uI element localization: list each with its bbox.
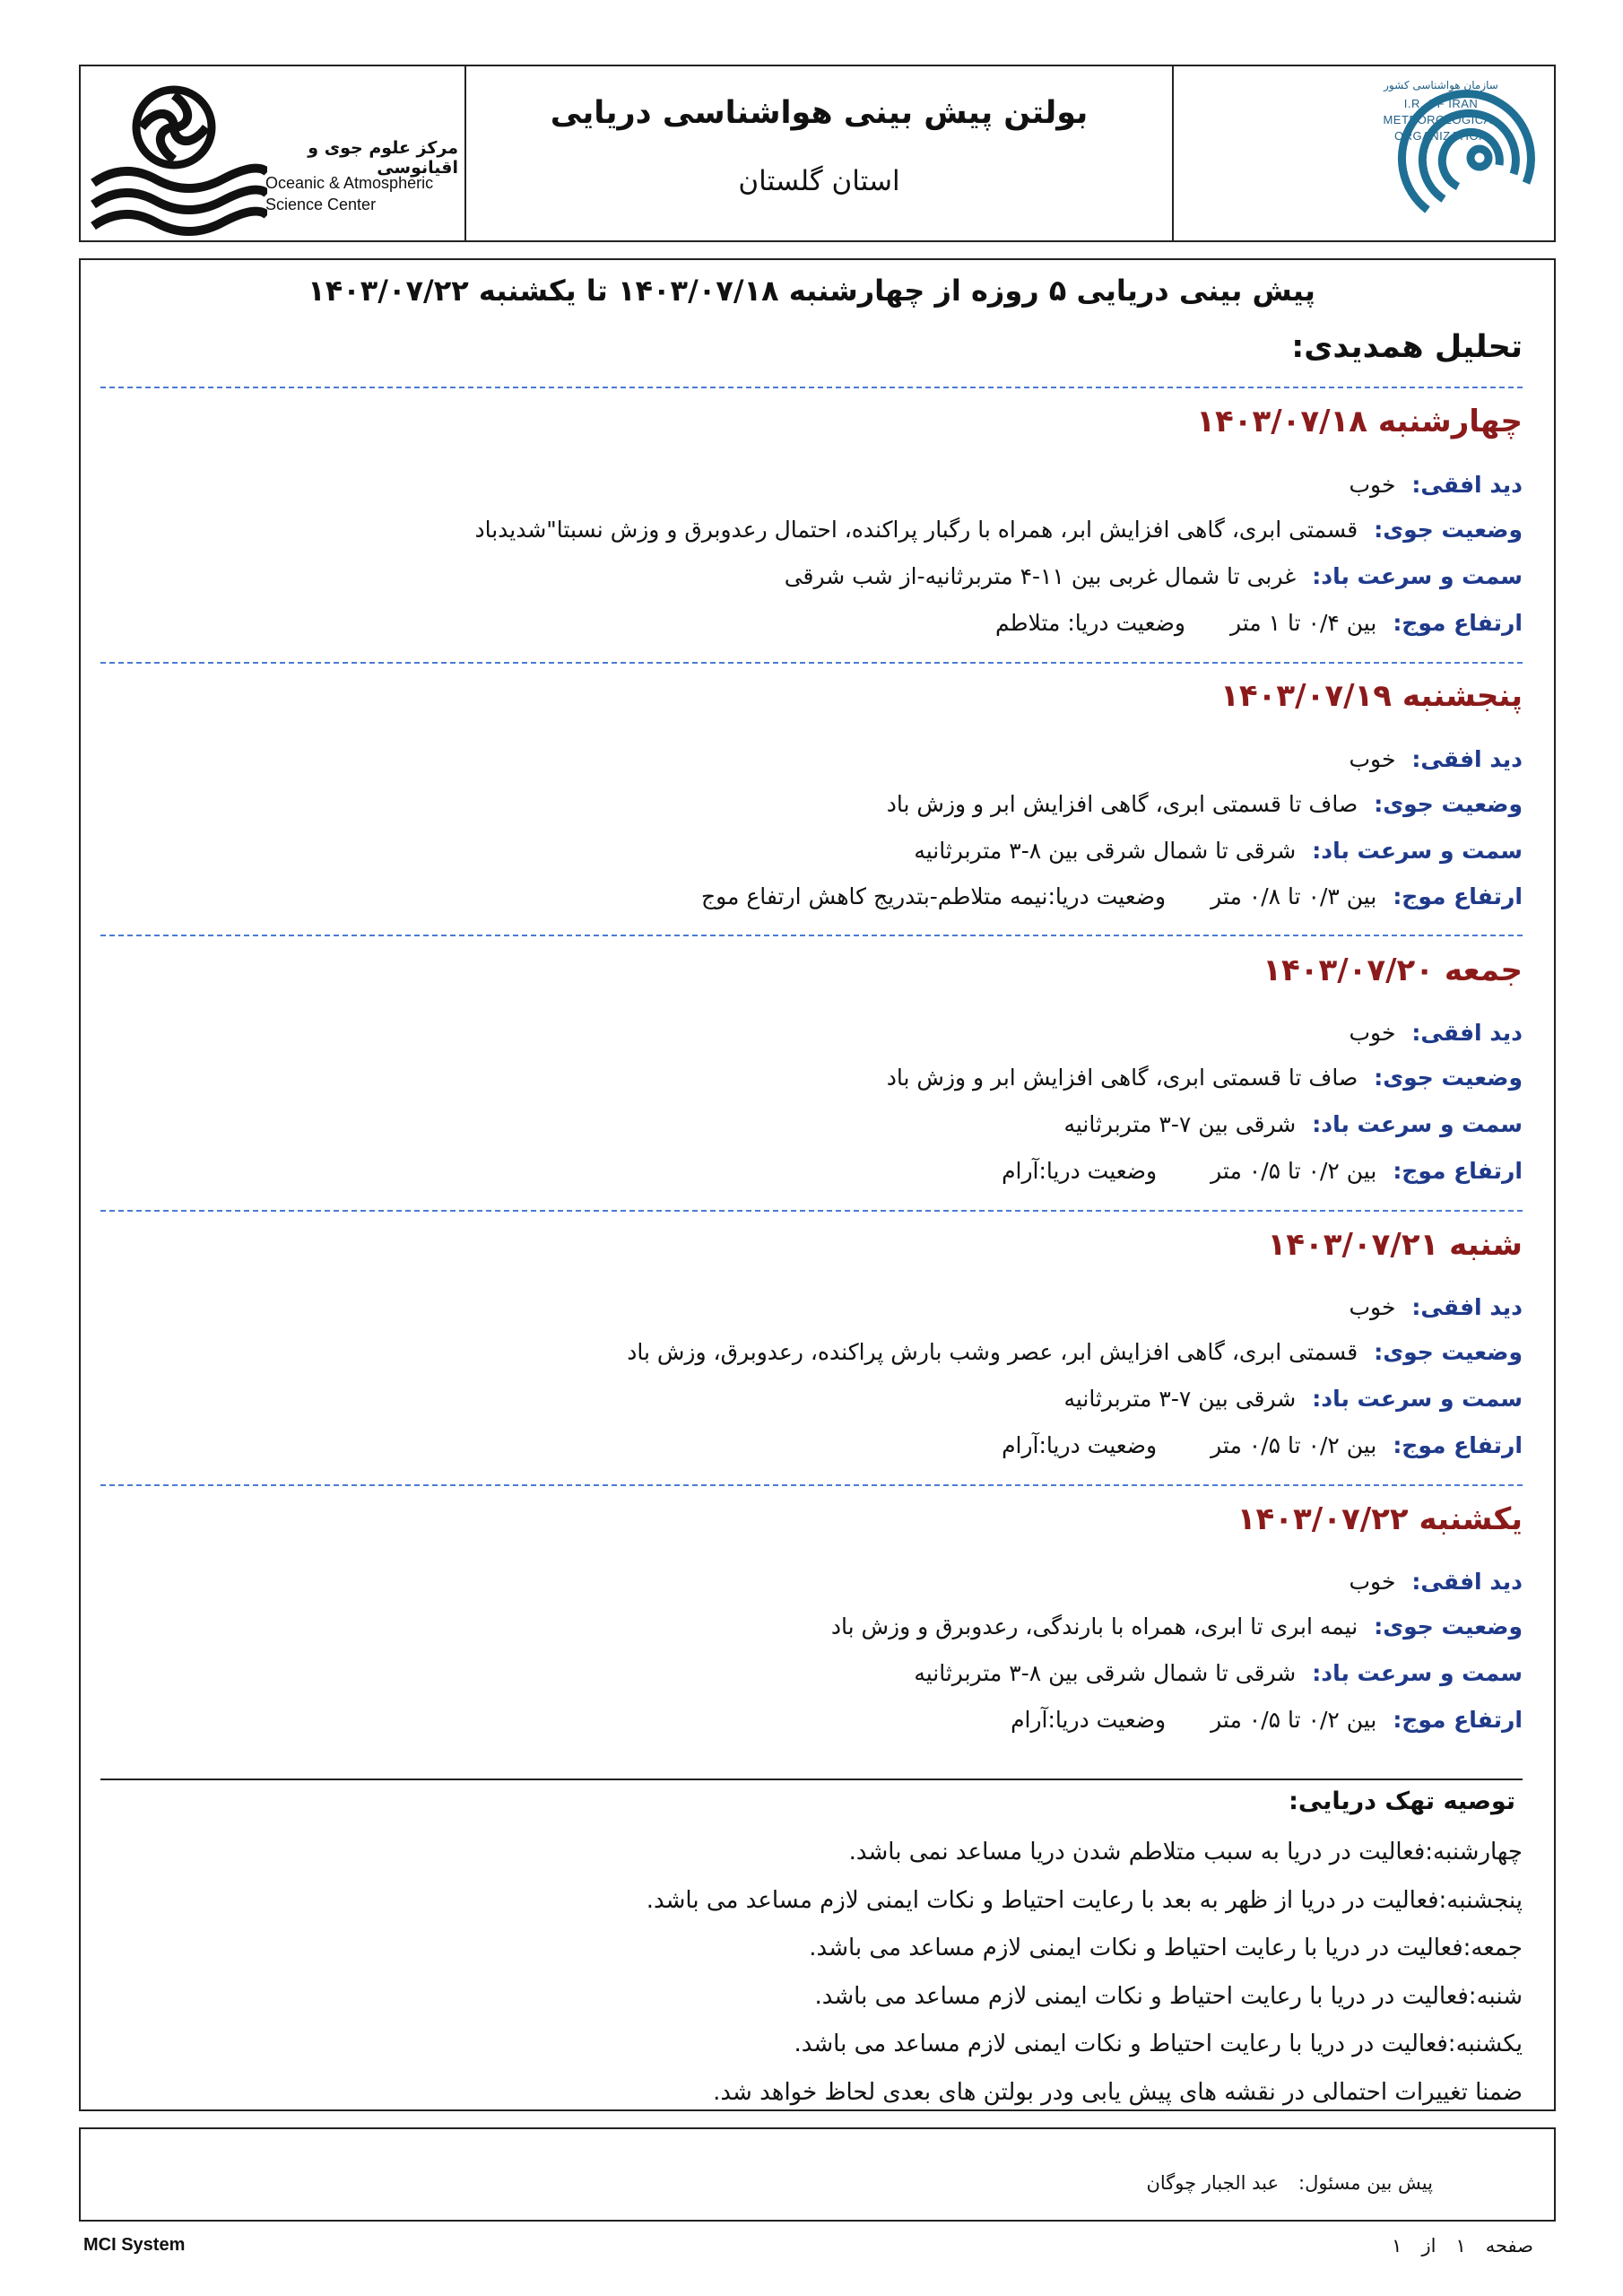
- forecast-period-title: پیش بینی دریایی ۵ روزه از چهارشنبه ۱۴۰۳/۰۷/۱۸ تا یکشنبه ۱۴۰۳/۰۷/۲۲: [308, 274, 1315, 308]
- weather-row: [887, 791, 1523, 817]
- wave-label: ارتفاع موج:: [1393, 610, 1523, 636]
- wave-row: [1011, 1707, 1523, 1733]
- weather-row: [831, 1613, 1523, 1639]
- responsible-forecaster: [1146, 2172, 1433, 2194]
- wave-label: ارتفاع موج:: [1393, 1707, 1523, 1733]
- wind-row: [914, 838, 1523, 864]
- sea-state-value: وضعیت دریا:آرام: [1011, 1707, 1167, 1733]
- weather-value: صاف تا قسمتی ابری، گاهی افزایش ابر و وزش باد: [886, 791, 1358, 817]
- day-date: شنبه ۱۴۰۳/۰۷/۲۱: [1267, 1227, 1523, 1263]
- weather-row: [627, 1339, 1523, 1365]
- visibility-label: دید افقی:: [1411, 746, 1523, 772]
- day-date: جمعه ۱۴۰۳/۰۷/۲۰: [1263, 952, 1523, 988]
- wave-label: ارتفاع موج:: [1393, 883, 1523, 909]
- oceanic-center-name-fa: مرکز علوم جوی و اقیانوسی: [308, 138, 458, 178]
- oceanic-center-name-en-1: Oceanic & Atmospheric: [265, 174, 434, 192]
- bulletin-title: بولتن پیش بینی هواشناسی دریایی: [550, 95, 1089, 131]
- dashed-divider: [100, 387, 1523, 388]
- weather-label: وضعیت جوی:: [1374, 1065, 1523, 1091]
- marine-advice-label: توصیه تهک دریایی:: [1289, 1787, 1515, 1815]
- wave-value: بین ۰/۲ تا ۰/۵ متر: [1211, 1707, 1377, 1733]
- page-number: ۱: [1455, 2235, 1466, 2257]
- advice-line: چهارشنبه:فعالیت در دریا به سبب متلاطم شدن دریا مساعد نمی باشد.: [848, 1839, 1523, 1866]
- weather-value: قسمتی ابری، گاهی افزایش ابر، همراه با رگبار پراکنده، احتمال رعدوبرق و وزش نسبتا"شدیدباد: [474, 517, 1358, 543]
- day-date: یکشنبه ۱۴۰۳/۰۷/۲۲: [1237, 1501, 1523, 1537]
- wave-row: [1002, 1432, 1523, 1458]
- oceanic-center-name-en-2: Science Center: [265, 196, 377, 213]
- wind-value: شرقی بین ۷-۳ متربرثانیه: [1063, 1111, 1297, 1137]
- wind-label: سمت و سرعت باد:: [1312, 1386, 1523, 1412]
- province-name: استان گلستان: [738, 165, 900, 197]
- sea-state-value: وضعیت دریا: متلاطم: [995, 610, 1185, 636]
- dashed-divider: [100, 1484, 1523, 1486]
- wave-value: بین ۰/۲ تا ۰/۵ متر: [1211, 1158, 1377, 1184]
- visibility-label: دید افقی:: [1411, 472, 1523, 498]
- advice-line: ضمنا تغییرات احتمالی در نقشه های پیش یابی ودر بولتن های بعدی لحاظ خواهد شد.: [713, 2079, 1523, 2106]
- visibility-row: [1350, 1569, 1523, 1595]
- weather-label: وضعیت جوی:: [1374, 517, 1523, 543]
- advice-line: جمعه:فعالیت در دریا با رعایت احتیاط و نکات ایمنی لازم مساعد می باشد.: [809, 1935, 1523, 1961]
- visibility-row: [1350, 1020, 1523, 1046]
- system-name: MCI System: [83, 2235, 186, 2255]
- header-divider-right: [1172, 66, 1174, 240]
- dashed-divider: [100, 935, 1523, 936]
- wind-row: [1063, 1111, 1523, 1137]
- irimo-logo: [1176, 72, 1553, 239]
- weather-row: [474, 517, 1523, 543]
- sea-state-value: وضعیت دریا:نیمه متلاطم-بتدریج کاهش ارتفاع موج: [700, 883, 1167, 909]
- weather-label: وضعیت جوی:: [1374, 1613, 1523, 1639]
- visibility-row: [1350, 1294, 1523, 1320]
- visibility-value: خوب: [1349, 1020, 1396, 1046]
- forecaster-label: پیش بین مسئول:: [1298, 2172, 1433, 2194]
- irimo-name-en-2: METEOROLOGICAL: [1383, 113, 1499, 126]
- synoptic-analysis-label: تحلیل همدیدی:: [1291, 329, 1523, 365]
- wind-label: سمت و سرعت باد:: [1312, 1660, 1523, 1686]
- visibility-value: خوب: [1349, 472, 1396, 498]
- dashed-divider: [100, 1210, 1523, 1212]
- wave-label: ارتفاع موج:: [1393, 1158, 1523, 1184]
- irimo-emblem-icon: [1392, 75, 1544, 232]
- weather-value: صاف تا قسمتی ابری، گاهی افزایش ابر و وزش باد: [886, 1065, 1358, 1091]
- wave-value: بین ۰/۲ تا ۰/۵ متر: [1211, 1432, 1377, 1458]
- advice-line: شنبه:فعالیت در دریا با رعایت احتیاط و نکات ایمنی لازم مساعد می باشد.: [814, 1983, 1523, 2010]
- visibility-row: [1350, 746, 1523, 772]
- weather-value: قسمتی ابری، گاهی افزایش ابر، عصر وشب بارش پراکنده، رعدوبرق، وزش باد: [627, 1339, 1358, 1365]
- visibility-value: خوب: [1349, 1569, 1396, 1595]
- wave-value: بین ۰/۳ تا ۰/۸ متر: [1211, 883, 1377, 909]
- header-divider-left: [464, 66, 466, 240]
- irimo-name-fa: سازمان هواشناسی کشور: [1384, 79, 1498, 91]
- of-word: از: [1421, 2235, 1436, 2257]
- page-total: ۱: [1392, 2235, 1402, 2257]
- wind-value: شرقی بین ۷-۳ متربرثانیه: [1063, 1386, 1297, 1412]
- wind-value: غربی تا شمال غربی بین ۱۱-۴ متربرثانیه-از شب شرقی: [784, 563, 1297, 589]
- wind-row: [914, 1660, 1523, 1686]
- weather-row: [887, 1065, 1523, 1091]
- wind-label: سمت و سرعت باد:: [1312, 838, 1523, 864]
- dashed-divider: [100, 662, 1523, 664]
- sea-state-value: وضعیت دریا:آرام: [1002, 1432, 1158, 1458]
- visibility-label: دید افقی:: [1411, 1569, 1523, 1595]
- wave-value: بین ۰/۴ تا ۱ متر: [1229, 610, 1377, 636]
- sea-state-value: وضعیت دریا:آرام: [1002, 1158, 1158, 1184]
- day-date: پنجشنبه ۱۴۰۳/۰۷/۱۹: [1220, 678, 1523, 714]
- visibility-row: [1350, 472, 1523, 498]
- weather-value: نیمه ابری تا ابری، همراه با بارندگی، رعدوبرق و وزش باد: [830, 1613, 1358, 1639]
- visibility-label: دید افقی:: [1411, 1020, 1523, 1046]
- wind-value: شرقی تا شمال شرقی بین ۸-۳ متربرثانیه: [914, 838, 1297, 864]
- wind-value: شرقی تا شمال شرقی بین ۸-۳ متربرثانیه: [914, 1660, 1297, 1686]
- wind-label: سمت و سرعت باد:: [1312, 1111, 1523, 1137]
- advice-line: یکشنبه:فعالیت در دریا با رعایت احتیاط و نکات ایمنی لازم مساعد می باشد.: [794, 2031, 1523, 2057]
- weather-label: وضعیت جوی:: [1374, 791, 1523, 817]
- visibility-value: خوب: [1349, 1294, 1396, 1320]
- advice-divider: [100, 1779, 1523, 1780]
- oceanic-center-emblem-icon: [88, 75, 267, 237]
- wave-row: [1002, 1158, 1523, 1184]
- forecaster-name: عبد الجبار چوگان: [1146, 2172, 1280, 2194]
- advice-line: پنجشنبه:فعالیت در دریا از ظهر به بعد با رعایت احتیاط و نکات ایمنی لازم مساعد می باشد.: [646, 1887, 1523, 1914]
- oceanic-atmospheric-center-logo: [88, 75, 464, 237]
- wind-row: [1063, 1386, 1523, 1412]
- wave-row: [701, 883, 1523, 909]
- wind-label: سمت و سرعت باد:: [1312, 563, 1523, 589]
- page-indicator: [1372, 2235, 1533, 2257]
- day-date: چهارشنبه ۱۴۰۳/۰۷/۱۸: [1196, 404, 1523, 439]
- wind-row: [785, 563, 1523, 589]
- wave-row: [995, 610, 1523, 636]
- visibility-label: دید افقی:: [1411, 1294, 1523, 1320]
- wave-label: ارتفاع موج:: [1393, 1432, 1523, 1458]
- weather-label: وضعیت جوی:: [1374, 1339, 1523, 1365]
- irimo-name-en-3: ORGANIZATION: [1394, 129, 1488, 143]
- header-box: [79, 65, 1556, 242]
- visibility-value: خوب: [1349, 746, 1396, 772]
- irimo-name-en-1: I.R. OF IRAN: [1403, 97, 1479, 110]
- page-word: صفحه: [1485, 2235, 1533, 2257]
